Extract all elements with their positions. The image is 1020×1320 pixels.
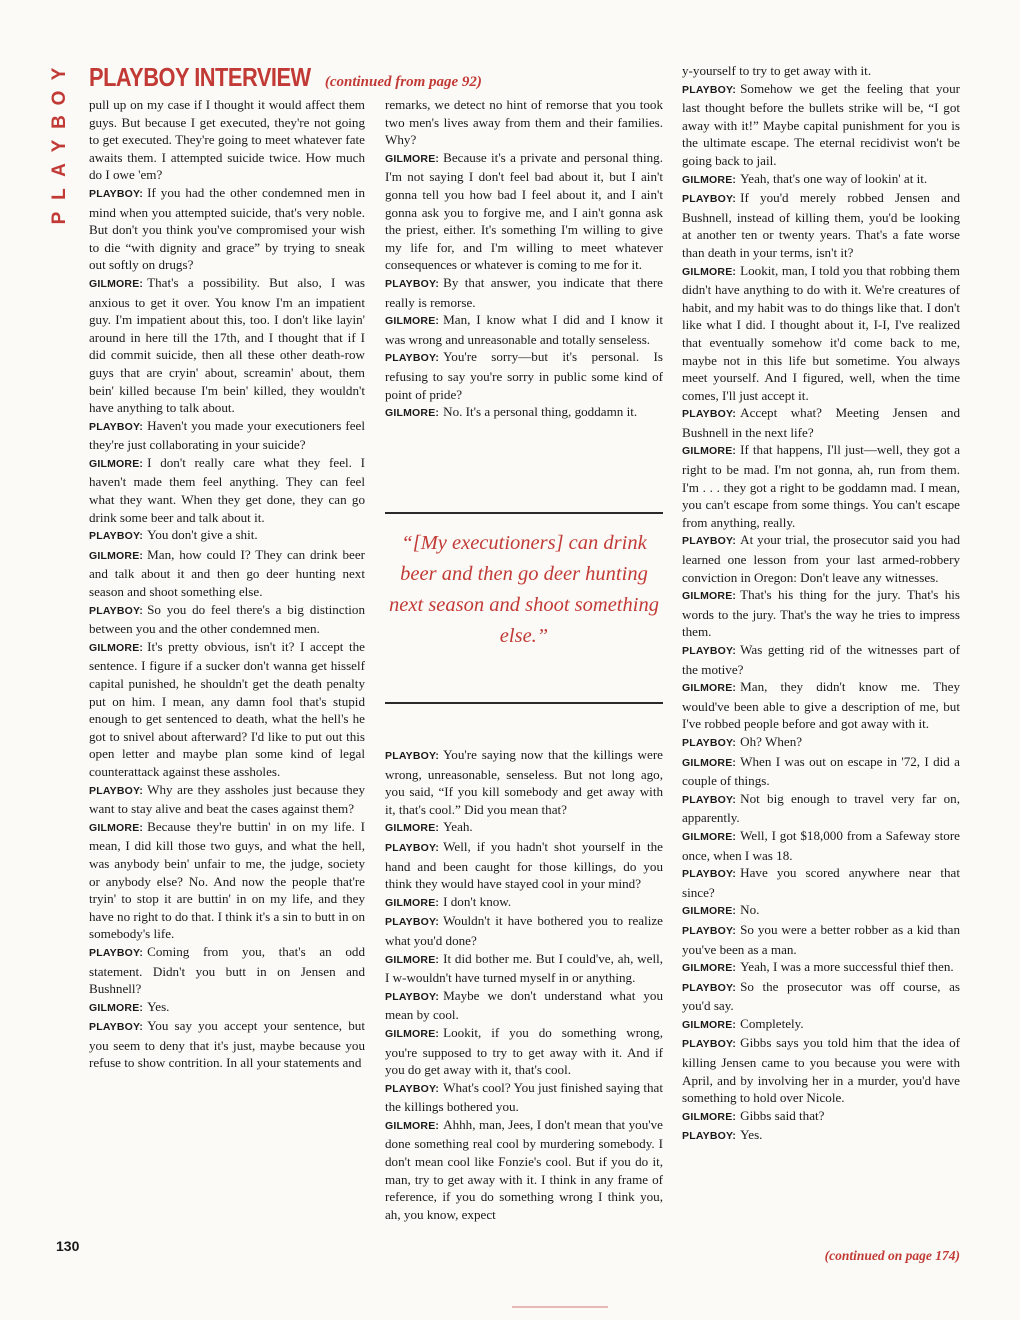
paragraph-text: Completely. xyxy=(740,1015,804,1031)
speaker-label: PLAYBOY: xyxy=(89,604,144,617)
speaker-label: PLAYBOY: xyxy=(89,530,144,543)
paragraph-text: It's pretty obvious, isn't it? I accept the sentence. I figure if a sucker don't wanna get hisself capital punished, he shouldn't get the death penalty put on him. I mean, any damn fool that's stupid enough to get sentenced to death, what the hell's he got to snivel about afterward? I'd like to put out this open letter and maybe plan some kind of legal counterattack against these assholes. xyxy=(89,638,365,779)
interview-paragraph xyxy=(385,311,663,348)
paragraph-text: That's a possibility. But also, I was anxious to get it over. You know I'm an impatient guy. I'm impatient about this, too. I don't like layin' around in here till the 17th, and I thought that if I did commit suicide, then all these other death-row guys that are cryin' about, screamin' about, them bein' killed because I'm bein' killed, they wouldn't have anything to talk about. xyxy=(89,274,365,416)
interview-paragraph xyxy=(385,987,663,1024)
interview-paragraph xyxy=(682,62,960,80)
interview-paragraph xyxy=(89,943,365,998)
speaker-label: PLAYBOY: xyxy=(89,420,144,433)
interview-paragraph xyxy=(385,149,663,274)
speaker-label: GILMORE: xyxy=(385,1119,440,1132)
text-column-2-top xyxy=(385,96,663,423)
paragraph-text: Have you scored anywhere near that since? xyxy=(682,865,960,900)
interview-paragraph xyxy=(682,1107,960,1127)
interview-paragraph xyxy=(682,921,960,958)
speaker-label: GILMORE: xyxy=(682,173,737,186)
paragraph-text: So you were a better robber as a kid than you've been as a man. xyxy=(682,921,960,957)
interview-paragraph xyxy=(385,348,663,403)
speaker-label: PLAYBOY: xyxy=(682,1130,737,1143)
vertical-playboy-logo xyxy=(44,62,76,230)
logo-letter: A xyxy=(49,163,70,177)
paragraph-text: I don't know. xyxy=(443,893,512,909)
paragraph-text: No. It's a personal thing, goddamn it. xyxy=(443,404,638,420)
interview-paragraph xyxy=(385,950,663,987)
interview-paragraph xyxy=(682,531,960,586)
speaker-label: PLAYBOY: xyxy=(385,352,440,365)
speaker-label: PLAYBOY: xyxy=(89,1021,144,1034)
interview-paragraph xyxy=(89,1017,365,1072)
speaker-label: GILMORE: xyxy=(89,821,144,834)
paragraph-text: y-yourself to try to get away with it. xyxy=(682,63,872,78)
speaker-label: GILMORE: xyxy=(682,830,737,843)
paragraph-text: Lookit, if you do something wrong, you're supposed to try to get away with it. And if you do get away with it, that's cool. xyxy=(385,1024,663,1078)
interview-paragraph xyxy=(385,838,663,893)
paragraph-text: Not big enough to travel very far on, apparently. xyxy=(682,790,960,826)
paragraph-text: Yes. xyxy=(147,998,170,1014)
speaker-label: PLAYBOY: xyxy=(682,193,737,206)
speaker-label: GILMORE: xyxy=(682,1018,737,1031)
paragraph-text: Ahhh, man, Jees, I don't mean that you've done something real cool by murdering somebody. I don't mean cool like Fonzie's cool. But if you do it, man, try to get away with it. I think in any frame of reference, if you do something wrong I think you, ah, you know, expect xyxy=(385,1116,663,1222)
paragraph-text: Was getting rid of the witnesses part of the motive? xyxy=(682,642,960,677)
interview-paragraph xyxy=(385,403,663,423)
speaker-label: GILMORE: xyxy=(385,822,440,835)
text-column-3 xyxy=(682,62,960,1146)
paragraph-text: That's his thing for the jury. That's his words to the jury. That's the way he tries to impress them. xyxy=(682,587,960,640)
continued-on-note: (continued on page 174) xyxy=(824,1248,960,1263)
logo-letter: P xyxy=(49,211,70,225)
paragraph-text: I don't really care what they feel. I haven't made them feel anything. They can feel what they want. When they get done, they can go drink some beer and talk about it. xyxy=(89,454,365,525)
interview-paragraph xyxy=(89,781,365,818)
page-header xyxy=(89,62,482,98)
paragraph-text: If you'd merely robbed Jensen and Bushnell, instead of killing them, you'd be looking at another ten or twenty years. That's a fate worse than death in your terms, isn't it? xyxy=(682,190,960,260)
paragraph-text: Man, I know what I did and I know it was wrong and unreasonable and totally senseless. xyxy=(385,312,663,347)
interview-paragraph xyxy=(682,678,960,733)
speaker-label: GILMORE: xyxy=(385,152,440,165)
interview-paragraph xyxy=(682,864,960,901)
paragraph-text: Because they're buttin' in on my life. I mean, I did kill those two guys, and what the hell, was anybody bein' unfair to me, the judge, society or anybody else? No. And now the people that're tryin' to stop it are buttin' in on my life, and they have no right to do that. I think it's a sin to butt in on somebody's life. xyxy=(89,818,365,942)
logo-letter: Y xyxy=(49,139,70,153)
paragraph-text: Oh? When? xyxy=(740,733,803,749)
speaker-label: GILMORE: xyxy=(682,590,737,603)
interview-paragraph xyxy=(682,80,960,170)
interview-paragraph xyxy=(385,96,663,149)
paragraph-text: Gibbs said that? xyxy=(740,1107,825,1123)
interview-paragraph xyxy=(89,274,365,417)
speaker-label: PLAYBOY: xyxy=(89,187,144,200)
paragraph-text: Man, how could I? They can drink beer and talk about it and then go deer hunting next season and shoot something else. xyxy=(89,546,365,600)
interview-paragraph xyxy=(385,746,663,818)
paragraph-text: No. xyxy=(740,902,760,918)
speaker-label: PLAYBOY: xyxy=(682,793,737,806)
paragraph-text: pull up on my case if I thought it would affect them guys. But because I get executed, they're not going to get executed. They're going to meet whatever fate awaits them. I attempted suicide twice. How much do I owe 'em? xyxy=(89,97,365,183)
interview-paragraph xyxy=(682,958,960,978)
text-column-2-bottom xyxy=(385,746,663,1223)
interview-paragraph xyxy=(682,733,960,753)
paragraph-text: Why are they assholes just because they want to stay alive and beat the cases against them? xyxy=(89,781,365,817)
interview-paragraph xyxy=(89,526,365,546)
speaker-label: GILMORE: xyxy=(89,641,144,654)
interview-paragraph xyxy=(89,96,365,184)
paragraph-text: What's cool? You just finished saying that the killings bothered you. xyxy=(385,1079,663,1115)
paragraph-text: You don't give a shit. xyxy=(147,527,258,543)
interview-paragraph xyxy=(89,638,365,781)
speaker-label: GILMORE: xyxy=(385,1027,440,1040)
interview-paragraph xyxy=(385,912,663,949)
speaker-label: PLAYBOY: xyxy=(682,736,737,749)
speaker-label: PLAYBOY: xyxy=(89,946,144,959)
paragraph-text: Maybe we don't understand what you mean by cool. xyxy=(385,987,663,1023)
interview-paragraph xyxy=(682,1126,960,1146)
speaker-label: GILMORE: xyxy=(385,953,440,966)
interview-paragraph xyxy=(682,641,960,678)
bottom-rule xyxy=(512,1306,608,1308)
speaker-label: PLAYBOY: xyxy=(89,784,144,797)
speaker-label: GILMORE: xyxy=(682,905,737,918)
speaker-label: GILMORE: xyxy=(682,756,737,769)
logo-letter: O xyxy=(49,90,70,106)
speaker-label: GILMORE: xyxy=(682,682,737,695)
paragraph-text: You say you accept your sentence, but you seem to deny that it's just, maybe because you refuse to show contrition. In all your statements and xyxy=(89,1018,365,1071)
speaker-label: GILMORE: xyxy=(89,457,144,470)
speaker-label: PLAYBOY: xyxy=(682,83,737,96)
interview-paragraph xyxy=(682,586,960,641)
paragraph-text: Accept what? Meeting Jensen and Bushnell in the next life? xyxy=(682,405,960,440)
interview-paragraph xyxy=(89,454,365,526)
speaker-label: PLAYBOY: xyxy=(682,408,737,421)
logo-letter: L xyxy=(49,188,70,200)
paragraph-text: When I was out on escape in '72, I did a couple of things. xyxy=(682,753,960,789)
speaker-label: GILMORE: xyxy=(682,1110,737,1123)
speaker-label: PLAYBOY: xyxy=(682,868,737,881)
paragraph-text: Well, I got $18,000 from a Safeway store once, when I was 18. xyxy=(682,827,960,863)
interview-paragraph xyxy=(682,753,960,790)
paragraph-text: If that happens, I'll just—well, they got a right to be mad. I'm not gonna, ah, run from them. I'm . . . they got a right to be goddamn mad. I mean, you can't escape from some things. You can't escape from anything, really. xyxy=(682,442,960,530)
speaker-label: PLAYBOY: xyxy=(385,841,440,854)
speaker-label: PLAYBOY: xyxy=(385,277,440,290)
paragraph-text: Haven't you made your executioners feel they're just collaborating in your suicide? xyxy=(89,417,365,453)
speaker-label: GILMORE: xyxy=(385,896,440,909)
paragraph-text: By that answer, you indicate that there really is remorse. xyxy=(385,274,663,310)
paragraph-text: You're sorry—but it's personal. Is refusing to say you're sorry in public some kind of point of pride? xyxy=(385,349,663,402)
speaker-label: PLAYBOY: xyxy=(385,916,440,929)
paragraph-text: Yeah. xyxy=(443,819,473,835)
paragraph-text: Well, if you hadn't shot yourself in the hand and been caught for those killings, do you think they would have stayed cool in your mind? xyxy=(385,838,663,892)
interview-paragraph xyxy=(682,262,960,405)
interview-paragraph xyxy=(682,978,960,1015)
speaker-label: PLAYBOY: xyxy=(385,990,440,1003)
text-column-1 xyxy=(89,96,365,1072)
speaker-label: GILMORE: xyxy=(682,445,737,458)
interview-title: PLAYBOY INTERVIEW xyxy=(89,62,311,92)
interview-paragraph xyxy=(385,274,663,311)
interview-paragraph xyxy=(385,1024,663,1079)
logo-letter: B xyxy=(49,115,70,129)
paragraph-text: If you had the other condemned men in mind when you attempted suicide, that's very noble. But don't you think you've compromised your wish to die “with dignity and grace” by trying to sneak out softly on drugs? xyxy=(89,184,365,273)
speaker-label: GILMORE: xyxy=(385,315,440,328)
speaker-label: GILMORE: xyxy=(682,962,737,975)
paragraph-text: Yeah, I was a more successful thief then. xyxy=(740,959,954,975)
paragraph-text: So you do feel there's a big distinction between you and the other condemned men. xyxy=(89,601,365,637)
paragraph-text: Gibbs says you told him that the idea of killing Jensen came to you because you were with April, and by involving her in a murder, you'd have something to hold over Nicole. xyxy=(682,1035,960,1106)
speaker-label: PLAYBOY: xyxy=(682,645,737,657)
interview-paragraph xyxy=(682,901,960,921)
paragraph-text: Somehow we get the feeling that your last thought before the bullets strike will be, “I got away with it!” Maybe capital punishment for you is the ultimate escape. The eternal recidivist won't be going back to jail. xyxy=(682,80,960,168)
paragraph-text: Because it's a private and personal thing. I'm not saying I don't feel bad about it, but I ain't gonna tell you how bad I feel about it, and I ain't gonna ask you to forgive me, and I ain't gonna ask the priest, either. It's something I'm willing to give my life for, and I'm willing to meet whatever consequences or whatever is coming to me for it. xyxy=(385,149,663,273)
interview-paragraph xyxy=(89,601,365,638)
speaker-label: GILMORE: xyxy=(682,265,737,278)
paragraph-text: You're saying now that the killings were wrong, unreasonable, senseless. But not long ago, you said, “If you kill somebody and get away with it, that's cool.” Did you mean that? xyxy=(385,747,663,817)
speaker-label: GILMORE: xyxy=(89,549,144,562)
interview-paragraph xyxy=(682,404,960,441)
paragraph-text: Yeah, that's one way of lookin' at it. xyxy=(740,170,928,186)
interview-paragraph xyxy=(682,827,960,864)
speaker-label: PLAYBOY: xyxy=(682,535,737,548)
interview-paragraph xyxy=(682,170,960,190)
paragraph-text: Yes. xyxy=(740,1127,763,1143)
interview-paragraph xyxy=(89,998,365,1018)
interview-paragraph xyxy=(89,546,365,601)
paragraph-text: Lookit, man, I told you that robbing them didn't have anything to do with it. We're creatures of habit, and my habit was to do things like that. I don't like what I did. I thought about it, I-I, I've realized that eventually somehow it'd come back to me, maybe not in this life but sometime. You always meet yourself. And I figured, well, when the time comes, I'll just accept it. xyxy=(682,262,960,403)
paragraph-text: Coming from you, that's an odd statement. Didn't you butt in on Jensen and Bushnell? xyxy=(89,943,365,997)
paragraph-text: Man, they didn't know me. They would've been able to give a description of me, but I've robbed people before and got away with it. xyxy=(682,679,960,732)
paragraph-text: At your trial, the prosecutor said you had learned one lesson from your last armed-robbery conviction in Oregon: Don't leave any witnesses. xyxy=(682,532,960,585)
speaker-label: PLAYBOY: xyxy=(682,1038,737,1051)
interview-paragraph xyxy=(89,818,365,943)
speaker-label: PLAYBOY: xyxy=(682,981,737,994)
speaker-label: GILMORE: xyxy=(89,1001,144,1014)
interview-paragraph xyxy=(89,417,365,454)
paragraph-text: remarks, we detect no hint of remorse that you took two men's lives away from them and their families. Why? xyxy=(385,97,663,148)
page-number: 130 xyxy=(56,1238,80,1254)
interview-paragraph xyxy=(682,189,960,261)
continued-from-note: (continued from page 92) xyxy=(324,74,482,90)
speaker-label: PLAYBOY: xyxy=(682,924,737,937)
speaker-label: GILMORE: xyxy=(89,277,144,290)
interview-paragraph xyxy=(385,818,663,838)
interview-paragraph xyxy=(682,790,960,827)
logo-letter: Y xyxy=(49,67,70,81)
speaker-label: PLAYBOY: xyxy=(385,750,440,762)
paragraph-text: It did bother me. But I could've, ah, well, I w-wouldn't have turned myself in or anything. xyxy=(385,950,663,986)
interview-paragraph xyxy=(385,1116,663,1224)
pull-quote: “[My executioners] can drink beer and then go deer hunting next season and shoot something else.” xyxy=(385,512,663,704)
interview-paragraph xyxy=(682,1015,960,1035)
interview-paragraph xyxy=(682,441,960,531)
interview-paragraph xyxy=(385,893,663,913)
speaker-label: GILMORE: xyxy=(385,407,440,420)
interview-paragraph xyxy=(89,184,365,274)
speaker-label: PLAYBOY: xyxy=(385,1082,440,1095)
paragraph-text: Wouldn't it have bothered you to realize what you'd done? xyxy=(385,913,663,948)
interview-paragraph xyxy=(385,1079,663,1116)
paragraph-text: So the prosecutor was off course, as you'd say. xyxy=(682,978,960,1014)
interview-paragraph xyxy=(682,1034,960,1106)
